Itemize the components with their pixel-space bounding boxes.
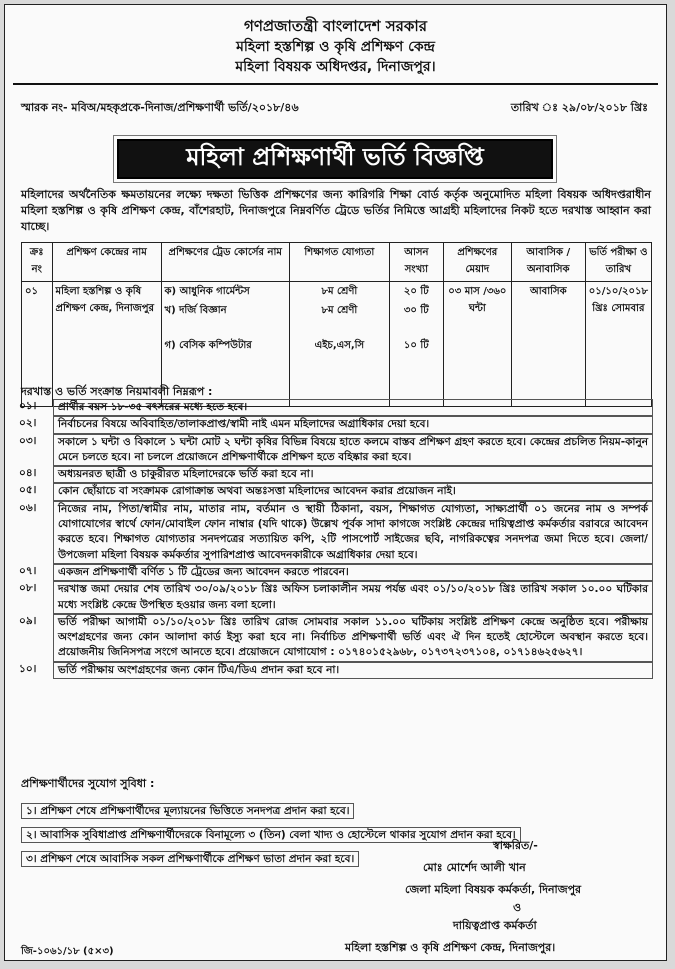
table-header-row [22, 243, 652, 282]
rule-item [19, 581, 653, 614]
cell-residential: আবাসিক [511, 282, 585, 407]
rules-heading: দরখাস্ত ও ভর্তি সংক্রান্ত নিয়মাবলী নিম্নরূপ : [21, 385, 213, 398]
notice-date: তারিখ ঃ ২৯/০৮/২০১৮ খ্রিঃ [510, 101, 648, 114]
rule-number: ১০। [19, 662, 37, 675]
col-qualification: শিক্ষাগত যোগ্যতা [289, 243, 389, 282]
rule-text: নির্বাচনের বিষয়ে অবিবাহিত/তালাকপ্রাপ্ত/স্বামী নাই এমন মহিলাদের অগ্রাধিকার দেয়া হবে। [53, 416, 653, 433]
rule-text: অধ্যয়নরত ছাত্রী ও চাকুরীরত মহিলাদেরকে ভর্তি করা হবে না। [53, 466, 653, 483]
gov-title: গণপ্রজাতন্ত্রী বাংলাদেশ সরকার [244, 17, 427, 35]
col-residential: আবাসিক /অনাবাসিক [511, 243, 585, 282]
signed-mark: স্বাক্ষরিত/- [493, 839, 538, 852]
rule-text: কোন ছোঁয়াচে বা সংক্রামক রোগাক্রান্ত অথবা অন্তঃসত্তা মহিলাদের আবেদন করার প্রয়োজন নাই। [53, 483, 653, 500]
rule-item [19, 466, 653, 483]
rule-item [19, 501, 653, 564]
rule-number: ০১। [19, 400, 37, 412]
signatory-office: মহিলা হস্তশিল্প ও কৃষি প্রশিক্ষণ কেন্দ্র, দিনাজপুর। [345, 941, 556, 954]
trade-item: গ) বেসিক কম্পিউটার [164, 340, 252, 351]
qualification-item: ৮ম শ্রেণী [321, 305, 358, 316]
rule-number: ০৬। [19, 501, 37, 514]
rule-item [19, 564, 653, 581]
cell-duration: ০৩ মাস /৩৬০ ঘন্টা [443, 282, 511, 407]
signatory-name: মোঃ মোর্শেদ আলী খান [423, 861, 526, 874]
facility-item [21, 847, 651, 871]
rule-number: ০৮। [19, 582, 37, 595]
rule-text: একজন প্রশিক্ষণার্থী বর্ণিত ১ টি ট্রেডের জন্য আবেদন করতে পারবেন। [53, 564, 653, 581]
rule-text: ভর্তি পরীক্ষা আগামী ০১/১০/২০১৮ খ্রিঃ তারিখ রোজ সোমবার সকাল ১১.০০ ঘটিকায় সংশ্লিষ্ট প্রশিক্ষণ কেন্দ্রে অনুষ্ঠিত হবে। পরীক্ষায় অংশগ্রহণের জন্য কোন আলাদা কার্ড ইস্যু করা হবে না। নির্বাচিত প্রশিক্ষণার্থী ভর্তি এবং ঐ দিন হতেই হোস্টেলে অবস্থান করতে হবে। প্রয়োজনীয় জিনিসপত্র সংগে আনতে হবে। প্রয়োজনে যোগাযোগ : ০১৭৪০১৫২৯৬৮, ০১৭৩৭২৩৭১০৪, ০১৭১৪৬২৫৬২৭। [53, 614, 653, 662]
signatory-title: জেলা মহিলা বিষয়ক কর্মকর্তা, দিনাজপুর [405, 883, 582, 896]
facility-item [21, 823, 651, 847]
rule-item [19, 614, 653, 662]
col-center: প্রশিক্ষণ কেন্দ্রের নাম [52, 243, 161, 282]
signatory-and: ও [513, 901, 522, 914]
cell-exam: ০১/১০/২০১৮ খ্রিঃ সোমবার [585, 282, 651, 407]
col-seats: আসন সংখ্যা [389, 243, 443, 282]
rule-item [19, 416, 653, 433]
memo-number: স্মারক নং- মবিঅ/মহকৃপ্রকে-দিনাজ/প্রশিক্ষণার্থী ভর্তি/২০১৮/৪৬ [21, 101, 299, 114]
rule-item [19, 483, 653, 500]
qualification-item: এইচ,এস,সি [314, 340, 365, 351]
col-serial: ক্রঃ নং [22, 243, 53, 282]
facility-text: ৩। প্রশিক্ষণ শেষে আবাসিক সকল প্রশিক্ষণার্থীকে প্রশিক্ষণ ভাতা প্রদান করা হবে। [21, 851, 359, 867]
col-exam: ভর্তি পরীক্ষা ও তারিখ [585, 243, 651, 282]
rule-text: ভর্তি পরীক্ষায় অংশগ্রহণের জন্য কোন টিএ/ডিএ প্রদান করা হবে না। [53, 662, 653, 679]
rule-text: নিজের নাম, পিতা/স্বামীর নাম, মাতার নাম, বর্তমান ও স্থায়ী ঠিকানা, বয়স, শিক্ষাগত যোগ্যতা, সাক্ষ্যপ্রার্থী ০১ জনের নাম ও সম্পর্ক যোগাযোগের স্বার্থে ফোন/মোবাইল ফোন নাম্বার (যদি থাকে) উল্লেখ পূর্বক সাদা কাগজে সংশ্লিষ্ট কেন্দ্রের দায়িত্বপ্রাপ্ত কর্মকর্তার বরাবরে আবেদন করতে হবে। শিক্ষাগত যোগ্যতার সনদপত্রের সত্যায়িত কপি, ২টি পাসপোর্ট সাইজের ছবি, নাগরিকত্বের সনদপত্র জমা দিতে হবে। জেলা/উপজেলা মহিলা বিষয়ক কর্মকর্তার সুপারিশপ্রাপ্ত আবেদনকারীকে অগ্রাধিকার দেয়া হবে। [53, 501, 653, 564]
cell-qualifications [289, 282, 389, 407]
publication-code: জি-১০৬১/১৮ (৫×৩) [21, 946, 114, 957]
intro-paragraph: মহিলাদের অর্থনৈতিক ক্ষমতায়নের লক্ষ্যে দক্ষতা ভিত্তিক প্রশিক্ষণের জন্য কারিগরি শিক্ষা বোর্ড কর্তৃক অনুমোদিত মহিলা বিষয়ক অধিদপ্তরাধীন মহিলা হস্তশিল্প ও কৃষি প্রশিক্ষণ কেন্দ্র, বাঁশেরহাট, দিনাজপুরে নিম্নবর্ণিত ট্রেডে ভর্তির নিমিত্তে আগ্রহী মহিলাদের নিকট হতে দরখাস্ত আহ্বান করা যাচ্ছে। [21, 188, 651, 233]
rule-number: ০৩। [19, 434, 37, 447]
facilities-list [21, 799, 651, 871]
rule-item [19, 434, 653, 467]
rule-number: ০৪। [19, 467, 37, 480]
rule-number: ০৭। [19, 564, 37, 577]
rule-item [19, 399, 653, 416]
seat-item: ১০ টি [403, 340, 429, 351]
rule-number: ০৫। [19, 484, 37, 497]
facilities-heading: প্রশিক্ষণার্থীদের সুযোগ সুবিধা : [21, 777, 155, 790]
rule-text: সকালে ১ ঘন্টা ও বিকালে ১ ঘন্টা মোট ২ ঘন্টা কৃষির বিভিন্ন বিষয়ে হাতে কলমে বাস্তব প্রশিক্ষণ গ্রহণ করতে হবে। কেন্দ্রের প্রচলিত নিয়ম-কানুন মেনে চলতে হবে। না চললে প্রয়োজনে প্রশিক্ষণার্থীকে প্রশিক্ষণ হতে বহিষ্কার করা হবে। [53, 434, 653, 467]
rule-text: প্রার্থীর বয়স ১৮-৩৫ বৎসরের মধ্যে হতে হবে। [53, 399, 653, 416]
rule-number: ০২। [19, 417, 37, 430]
trade-item: খ) দর্জি বিজ্ঞান [164, 305, 227, 316]
col-trade: প্রশিক্ষণের ট্রেড কোর্সের নাম [161, 243, 289, 282]
trade-item: ক) আধুনিক গার্মেন্টস [164, 286, 250, 297]
notice-banner: মহিলা প্রশিক্ষণার্থী ভর্তি বিজ্ঞপ্তি [117, 139, 553, 179]
facility-text: ২। আবাসিক সুবিধাপ্রাপ্ত প্রশিক্ষণার্থীদেরকে বিনামূল্যে ৩ (তিন) বেলা খাদ্য ও হোস্টেলে থাকার সুযোগ প্রদান করা হবে। [21, 827, 521, 843]
cell-center: মহিলা হস্তশিল্প ও কৃষি প্রশিক্ষণ কেন্দ্র, দিনাজপুর [52, 282, 161, 407]
rules-list [19, 399, 653, 679]
seat-item: ২০ টি [403, 286, 429, 297]
cell-serial: ০১ [22, 282, 53, 407]
rule-item [19, 662, 653, 679]
rule-text: দরখাস্ত জমা দেয়ার শেষ তারিখ ৩০/০৯/২০১৮ খ্রিঃ অফিস চলাকালীন সময় পর্যন্ত এবং ০১/১০/২০১৮ খ্রিঃ তারিখ সকাল ১০.০০ ঘটিকার মধ্যে সংশ্লিষ্ট কেন্দ্রে উপস্থিত হওয়ার জন্য বলা হলো। [53, 581, 653, 614]
cell-seats [389, 282, 443, 407]
center-title: মহিলা হস্তশিল্প ও কৃষি প্রশিক্ষণ কেন্দ্র [236, 39, 435, 55]
notice-page [4, 4, 667, 961]
department-title: মহিলা বিষয়ক অধিদপ্তর, দিনাজপুর। [235, 59, 436, 75]
rule-number: ০৯। [19, 614, 37, 627]
header-divider [13, 83, 658, 85]
col-duration: প্রশিক্ষণের মেয়াদ [443, 243, 511, 282]
facility-item [21, 799, 651, 823]
facility-text: ১। প্রশিক্ষণ শেষে প্রশিক্ষণার্থীদের মূল্যায়নের ভিত্তিতে সনদপত্র প্রদান করা হবে। [21, 803, 354, 819]
seat-item: ৩০ টি [403, 305, 429, 316]
qualification-item: ৮ম শ্রেণী [321, 286, 358, 297]
signatory-title-2: দায়িত্বপ্রাপ্ত কর্মকর্তা [453, 919, 537, 932]
